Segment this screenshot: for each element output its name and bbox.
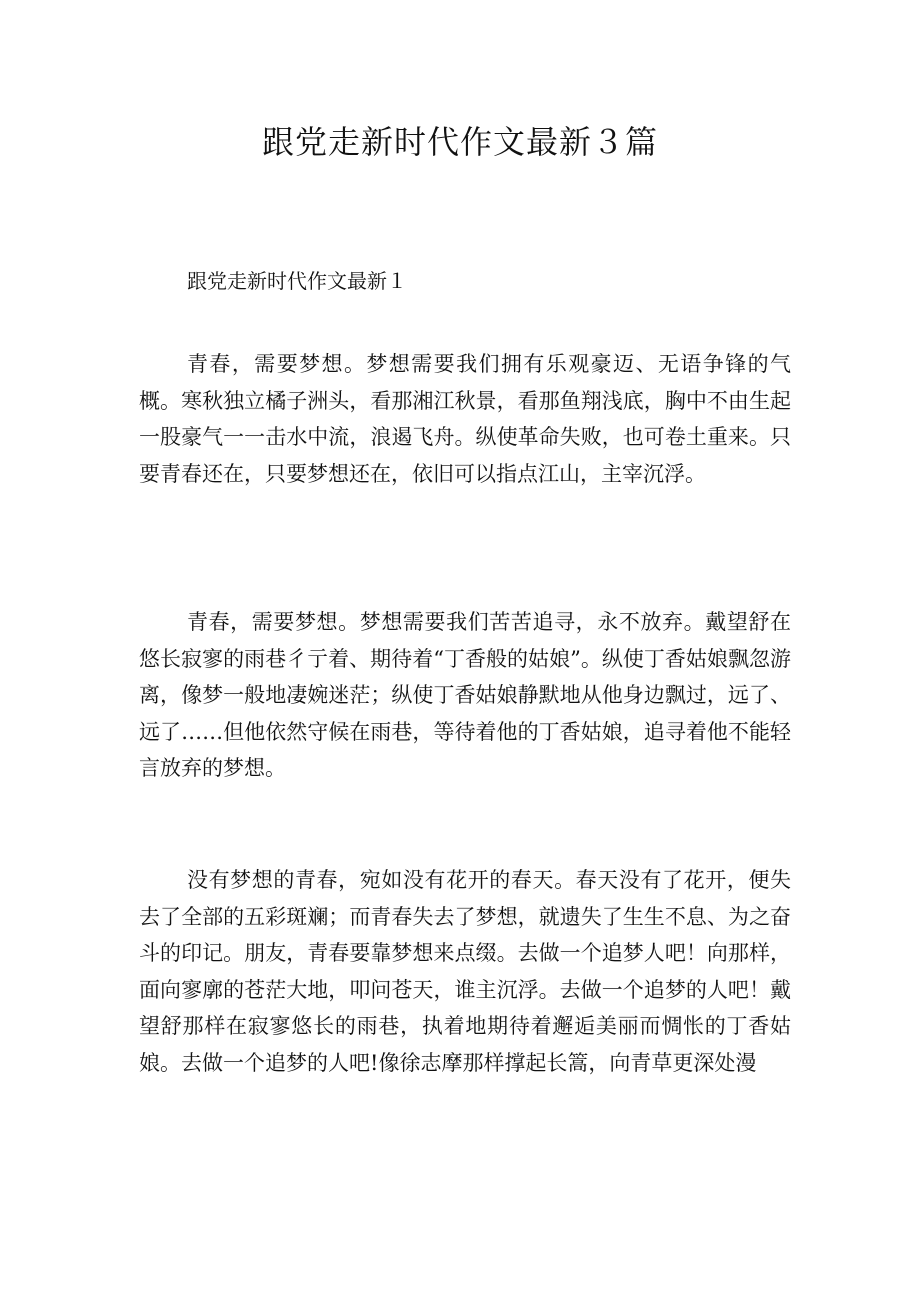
paragraph-3: 没有梦想的青春，宛如没有花开的春天。春天没有了花开，便失去了全部的五彩斑斓；而青春失去了梦想，就遗失了生生不息、为之奋斗的印记。朋友，青春要靠梦想来点缀。去做一个追梦人吧！向那样，面向寥廓的苍茫大地，叩问苍天，谁主沉浮。去做一个追梦的人吧！戴望舒那样在寂寥悠长的雨巷，执着地期待着邂逅美丽而惆怅的丁香姑娘。去做一个追梦的人吧!像徐志摩那样撑起长篙，向青草更深处漫 [139,868,791,1075]
paragraph-1: 青春，需要梦想。梦想需要我们拥有乐观豪迈、无语争锋的气概。寒秋独立橘子洲头，看那湘江秋景，看那鱼翔浅底，胸中不由生起一股豪气一一击水中流，浪遏飞舟。纵使革命失败，也可卷土重来。只要青春还在，只要梦想还在，依旧可以指点江山，主宰沉浮。 [139,352,791,486]
document-title: 跟党走新时代作文最新３篇 [261,123,658,161]
section-heading: 跟党走新时代作文最新１ [187,269,407,293]
paragraph-2: 青春，需要梦想。梦想需要我们苦苦追寻，永不放弃。戴望舒在悠长寂寥的雨巷彳亍着、期待着“丁香般的姑娘”。纵使丁香姑娘飘忽游离，像梦一般地凄婉迷茫；纵使丁香姑娘静默地从他身边飘过，远了、远了……但他依然守候在雨巷，等待着他的丁香姑娘，追寻着他不能轻言放弃的梦想。 [139,610,791,780]
